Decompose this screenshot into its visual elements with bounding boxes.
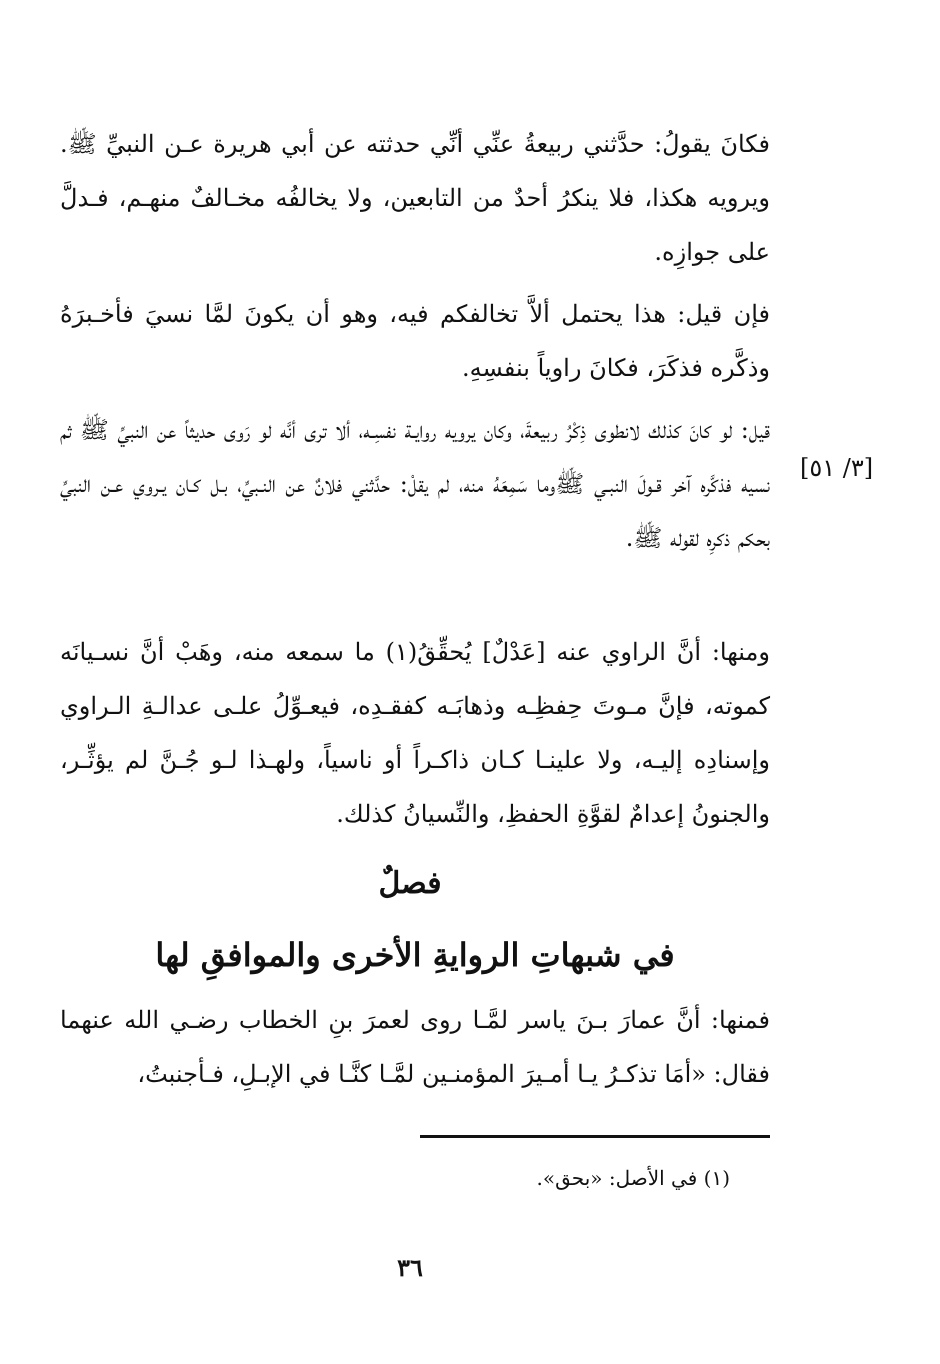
section-heading: فصلٌ	[378, 866, 442, 901]
margin-page-reference: [٣/ ٥١]	[800, 454, 874, 482]
paragraph-1: فكانَ يقولُ: حدَّثني ربيعةُ عنِّي أنِّي حدثته عن أبي هريرة عـن النبيِّ ﷺ. ويرويه هكذا، فلا ينكرُ أحدٌ من التابعين، ولا يخالفُه مخـالفٌ منهـم، فـدلَّ على جوازِه.	[60, 130, 770, 266]
paragraph-3: قيل: لو كانَ كذلك لانطوى ذِكْرُ ربيعةَ، وكان يرويه روايـة نفسِـه، ألا ترى أنَّه لو رَوى حديثاً عن النبيِّ ﷺ ثم نسيه فذكَّره آخر قـولَ النبـي ﷺوما سَمِعَهُ منه، لم يقلْ: حدَّثني فلانٌ عن النـبيِّ، بـل كـان يـروي عـن النبيِّ بحكم ذكرِه لقوله ﷺ.	[60, 416, 770, 552]
page-number: ٣٦	[397, 1253, 423, 1282]
paragraph-2: فإن قيل: هذا يحتمل ألاَّ تخالفكم فيه، وهو أن يكونَ لمَّا نسيَ فأخـبرَهُ وذكَّره فذكَرَ، فكانَ راوياً بنفسِهِ.	[60, 300, 770, 382]
paragraph-4: ومنها: أنَّ الراوي عنه [عَدْلٌ] يُحقِّقُ(١) ما سمعه منه، وهَبْ أنَّ نسـيانَه كموته، فإنَّ مـوتَ حِفظِـه وذهابَـه كفقـدِه، فيعـوِّلُ علـى عدالـةِ الـراوي وإسنادِه إليـه، ولا علينـا كـان ذاكـراً أو ناسياً، ولهـذا لـو جُـنَّ لم يؤثِّـر، والجنونُ إعدامٌ لقوَّةِ الحفظِ، والنِّسيانُ كذلك.	[60, 638, 770, 828]
section-paragraph: فمنها: أنَّ عمارَ بـنَ ياسر لمَّـا روى لعمرَ بنِ الخطاب رضـي الله عنهما فقال: «أمَا تذكـرُ يـا أمـيرَ المؤمنـين لمَّـا كنَّـا في الإبـلِ، فـأجنبتُ،	[60, 1006, 770, 1088]
footnote: (١) في الأصل: «بحق».	[536, 1166, 730, 1190]
section-subheading: في شبهاتِ الروايةِ الأخرى والموافقِ لها	[155, 936, 675, 974]
footnote-divider	[420, 1135, 770, 1138]
